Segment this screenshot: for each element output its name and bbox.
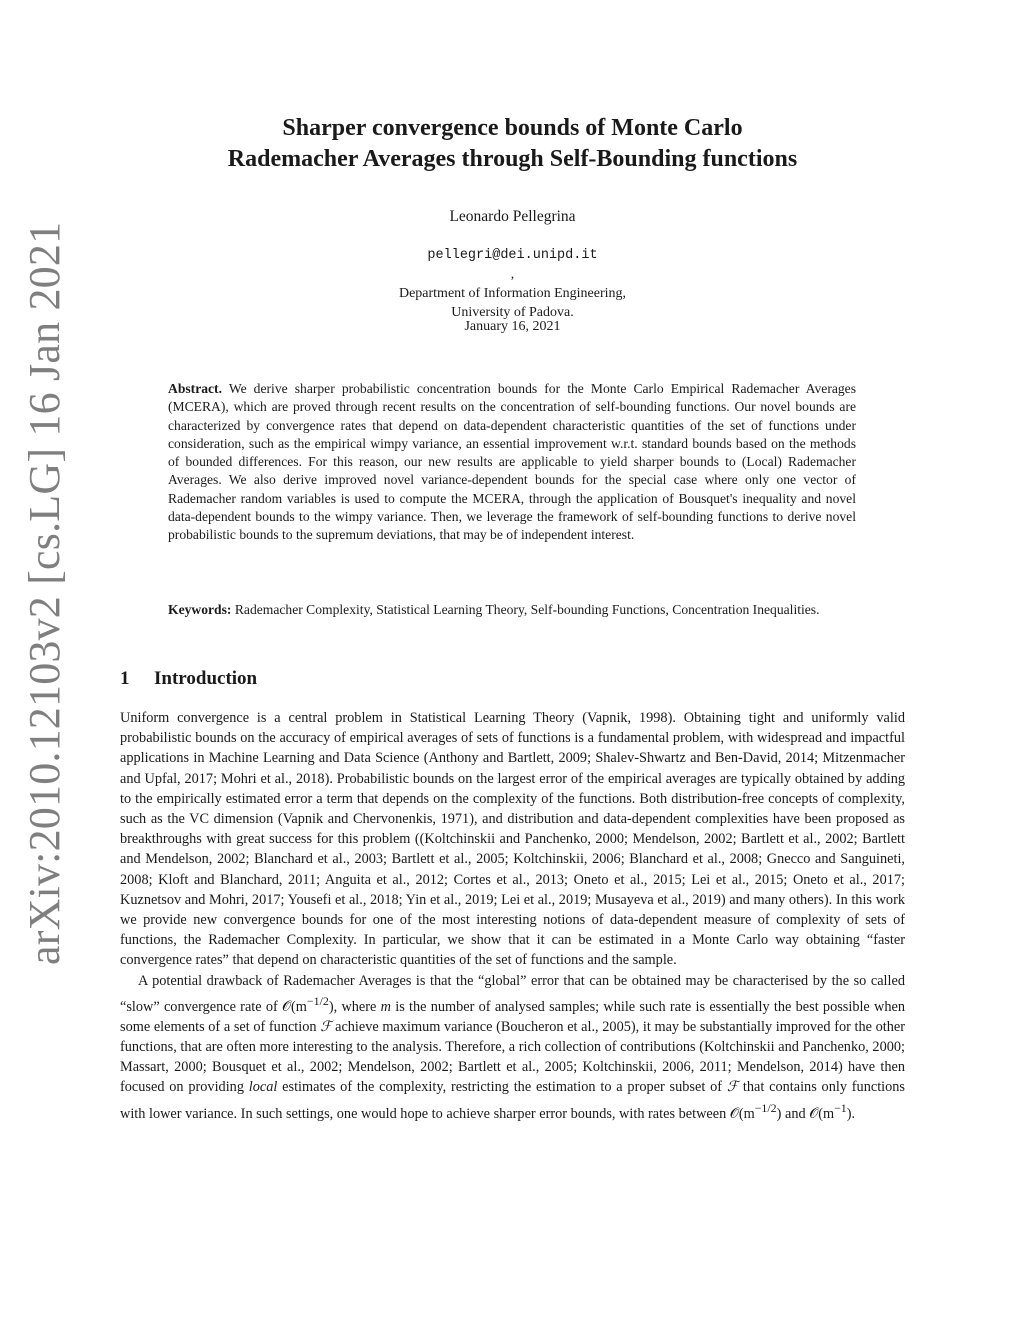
para2-text-g: ) and 𝒪(m [776,1105,835,1122]
para2-text-f: that contains only functions with lower variance. In such settings, one would hope to achieve sharper error bounds, with rates between 𝒪(m [120,1079,905,1122]
email-suffix: , [510,267,515,282]
abstract-text: We derive sharper probabilistic concentration bounds for the Monte Carlo Empirical Rademacher Averages (MCERA), which are proved through recent results on the concentration of self-bounding functions. Our novel bounds are characterized by convergence rates that depend on data-dependent characteristic quantities of the set of functions under consideration, such as the empirical wimpy variance, an essential improvement w.r.t. standard bounds based on the methods of bounded differences. For this reason, our new results are applicable to yield sharper bounds to (Local) Rademacher Averages. We also derive improved novel variance-dependent bounds for the special case where only one vector of Rademacher random variables is used to compute the MCERA, through the application of Bousquet's inequality and novel data-dependent bounds to the wimpy variance. Then, we leverage the framework of self-bounding functions to derive novel probabilistic bounds to the supremum deviations, that may be of independent interest. [168,381,856,543]
para2-text-c: is the number of analysed samples; while such rate is essentially the best possible when some elements of a set of function [120,998,906,1035]
arxiv-identifier: arXiv:2010.12103v2 [cs.LG] 16 Jan 2021 [20,221,69,965]
title-line-1: Sharper convergence bounds of Monte Carlo [282,115,743,141]
university: University of Padova. [451,305,574,320]
email-line [120,246,905,284]
section-title: Introduction [154,668,258,689]
publication-date: January 16, 2021 [464,319,561,334]
abstract-label: Abstract. [168,381,222,396]
para2-local: local [248,1079,278,1096]
para2-set-F-2: ℱ [726,1079,739,1096]
author-name: Leonardo Pellegrina [449,208,576,225]
keywords-label: Keywords: [168,602,232,617]
keywords [168,601,856,619]
para2-var-m: m [380,998,391,1015]
title-line-2: Rademacher Averages through Self-Bounding functions [227,146,798,172]
para2-text-e: estimates of the complexity, restricting the estimation to a proper subset of [277,1079,727,1096]
abstract [168,380,856,545]
department: Department of Information Engineering, [398,286,627,301]
section-body [120,708,905,1124]
para2-text-a: A potential drawback of Rademacher Averages is that the “global” error that can be obtained may be characterised by the so called “slow” convergence rate of 𝒪(m [120,972,905,1015]
section-number: 1 [120,668,130,689]
para2-text-b: ), where [328,998,381,1015]
para2-exponent-1: −1/2 [306,993,329,1008]
paragraph-1: Uniform convergence is a central problem in Statistical Learning Theory (Vapnik, 1998). Obtaining tight and uniformly valid probabilistic bounds on the accuracy of empirical averages of sets of functions is a fundamental problem, with widespread and impactful applications in Machine Learning and Data Science (Anthony and Bartlett, 2009; Shalev-Shwartz and Ben-David, 2014; Mitzenmacher and Upfal, 2017; Mohri et al., 2018). Probabilistic bounds on the largest error of the empirical averages are typically obtained by adding to the empirically estimated error a term that depends on the complexity of the functions. Both distribution-free concepts of complexity, such as the VC dimension (Vapnik and Chervonenkis, 1971), and distribution and data-dependent complexities have been proposed as breakthroughs with great success for this problem ((Koltchinskii and Panchenko, 2000; Mendelson, 2002; Bartlett et al., 2002; Bartlett and Mendelson, 2002; Blanchard et al., 2003; Bartlett et al., 2005; Koltchinskii, 2006; Blanchard et al., 2008; Gnecco and Sanguineti, 2008; Kloft and Blanchard, 2011; Anguita et al., 2012; Cortes et al., 2013; Oneto et al., 2015; Lei et al., 2015; Oneto et al., 2017; Kuznetsov and Mohri, 2017; Yousefi et al., 2018; Yin et al., 2019; Lei et al., 2019; Musayeva et al., 2019) and many others). In this work we provide new convergence bounds for one of the most interesting notions of data-dependent measure of complexity of sets of functions, the Rademacher Complexity. In particular, we show that it can be estimated in a Monte Carlo way obtaining “faster convergence rates” that depend on characteristic quantities of the set of functions and the sample. [120,710,905,969]
para2-exponent-2: −1/2 [754,1100,777,1115]
keywords-text: Rademacher Complexity, Statistical Learning Theory, Self-bounding Functions, Concentration Inequalities. [234,602,820,617]
para2-text-h: ). [846,1105,856,1122]
para2-exponent-3: −1 [834,1100,847,1115]
author-email[interactable]: pellegri@dei.unipd.it [427,248,598,263]
para2-text-d: achieve maximum variance (Boucheron et al., 2005), it may be substantially improved for the other functions, that are often more interesting to the analysis. Therefore, a rich collection of contributions (Koltchinskii and Panchenko, 2000; Massart, 2000; Bousquet et al., 2002; Mendelson, 2002; Bartlett et al., 2005; Koltchinskii, 2006, 2011; Mendelson, 2014) have then focused on providing [120,1018,905,1096]
para2-set-F-1: ℱ [320,1018,332,1035]
section-heading [120,668,257,690]
paragraph-2 [120,971,905,1124]
paper-title [120,113,905,175]
affiliation [120,246,905,322]
